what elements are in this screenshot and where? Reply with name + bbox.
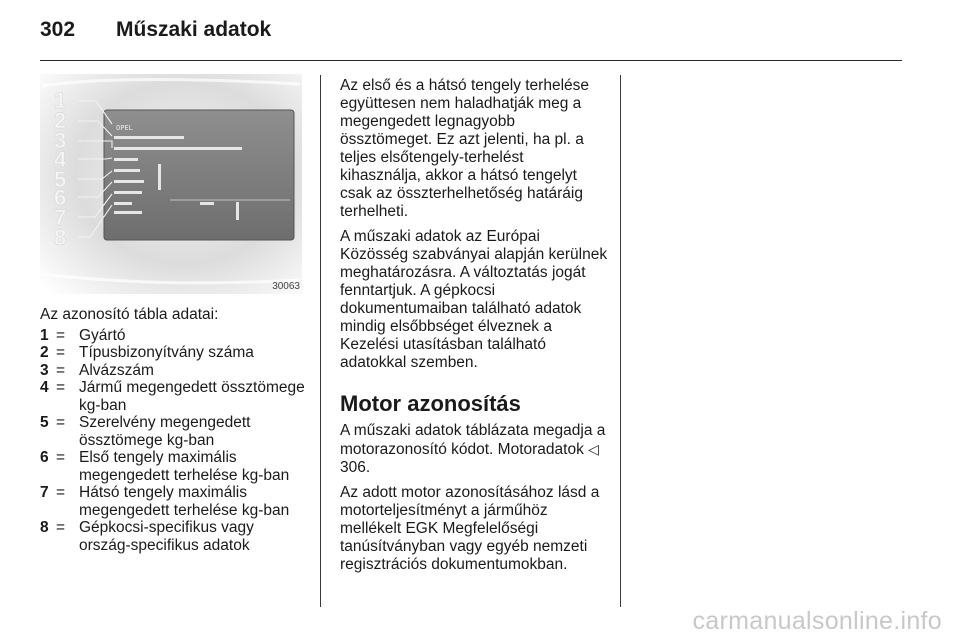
legend-item [40, 344, 308, 362]
legend-equals: = [56, 484, 66, 501]
legend-text: Első tengely maximális megengedett terhelése kg-ban [79, 449, 290, 484]
callout-7: 7 [54, 205, 67, 230]
legend-equals: = [56, 361, 66, 379]
page-reference-link[interactable]: 306. [340, 459, 371, 476]
legend-item [40, 414, 308, 449]
page-reference-icon: ◁ [588, 441, 599, 457]
legend-equals: = [56, 449, 66, 466]
engine-identification-paragraph: Az adott motor azonosításához lásd a motorteljesítményt a járműhöz mellékelt EGK Megfelelőségi tanúsítványban vagy egyéb nemzeti regisztrációs dokumentumokban. [340, 484, 600, 573]
legend-text: Gépkocsi-specifikus vagy ország-specifikus adatok [79, 519, 254, 554]
standards-paragraph: A műszaki adatok az Európai Közösség szabványai alapján kerülnek meghatározásra. A változtatás jogát fenntartjuk. A gépkocsi dokumentumaiban található adatok mindig elsőbbséget élveznek a Kezelési utasításban található adatokkal szemben. [340, 228, 608, 371]
right-column [340, 77, 608, 581]
callout-8: 8 [54, 225, 67, 250]
legend-text: Szerelvény megengedett össztömege kg-ban [79, 414, 251, 449]
plate-text: OPEL [116, 124, 133, 132]
legend-text: Típusbizonyítvány száma [79, 344, 254, 361]
plate-legend-intro: Az azonosító tábla adatai: [40, 306, 219, 323]
callout-6: 6 [54, 185, 67, 210]
callout-3: 3 [54, 128, 67, 153]
plate-legend [40, 306, 308, 554]
legend-number: 6 [40, 449, 49, 466]
page-header [40, 16, 900, 56]
legend-equals: = [56, 519, 66, 536]
legend-number: 5 [40, 414, 49, 431]
callout-2: 2 [54, 108, 67, 133]
legend-equals: = [56, 414, 66, 431]
watermark: carmanualsonline.info [692, 607, 942, 635]
callout-1: 1 [54, 88, 67, 113]
legend-item [40, 484, 308, 519]
callout-5: 5 [54, 167, 67, 192]
legend-number: 2 [40, 344, 49, 361]
legend-equals: = [56, 379, 66, 396]
legend-number: 1 [40, 326, 49, 344]
callout-4: 4 [54, 147, 67, 172]
legend-number: 3 [40, 361, 49, 379]
id-plate-illustration [40, 74, 302, 294]
engine-code-text: A műszaki adatok táblázata megadja a motorazonosító kódot. Motoradatok [340, 422, 606, 458]
engine-code-paragraph [340, 422, 608, 477]
legend-item [40, 449, 308, 484]
callout-numbers [54, 88, 67, 250]
legend-number: 7 [40, 484, 49, 501]
legend-equals: = [56, 326, 66, 344]
metal-plate [104, 110, 294, 240]
legend-equals: = [56, 344, 66, 361]
page-title: Műszaki adatok [116, 18, 272, 41]
legend-item [40, 362, 308, 380]
id-plate-figure [40, 74, 302, 294]
column-divider-right [620, 75, 621, 607]
legend-item [40, 519, 308, 554]
axle-load-paragraph: Az első és a hátsó tengely terhelése együttesen nem haladhatják meg a megengedett legnagyobb össztömeget. Ez azt jelenti, ha pl. a teljes elsőtengely-terhelést kihasználja, akkor a hátsó tengelyt csak az összterhelhetőség határáig terhelheti. [340, 77, 590, 220]
legend-text: Jármű megengedett össztömege kg-ban [79, 379, 305, 414]
legend-item [40, 327, 308, 345]
figure-code: 30063 [272, 281, 300, 292]
column-divider-left [320, 75, 321, 607]
legend-number: 8 [40, 519, 49, 536]
legend-text: Alvázszám [79, 361, 154, 379]
legend-text: Hátsó tengely maximális megengedett terhelése kg-ban [79, 484, 290, 519]
header-rule [40, 60, 902, 61]
section-heading: Motor azonosítás [340, 391, 521, 416]
legend-number: 4 [40, 379, 49, 396]
legend-text: Gyártó [79, 326, 126, 344]
page-number: 302 [40, 18, 76, 41]
legend-item [40, 379, 308, 414]
